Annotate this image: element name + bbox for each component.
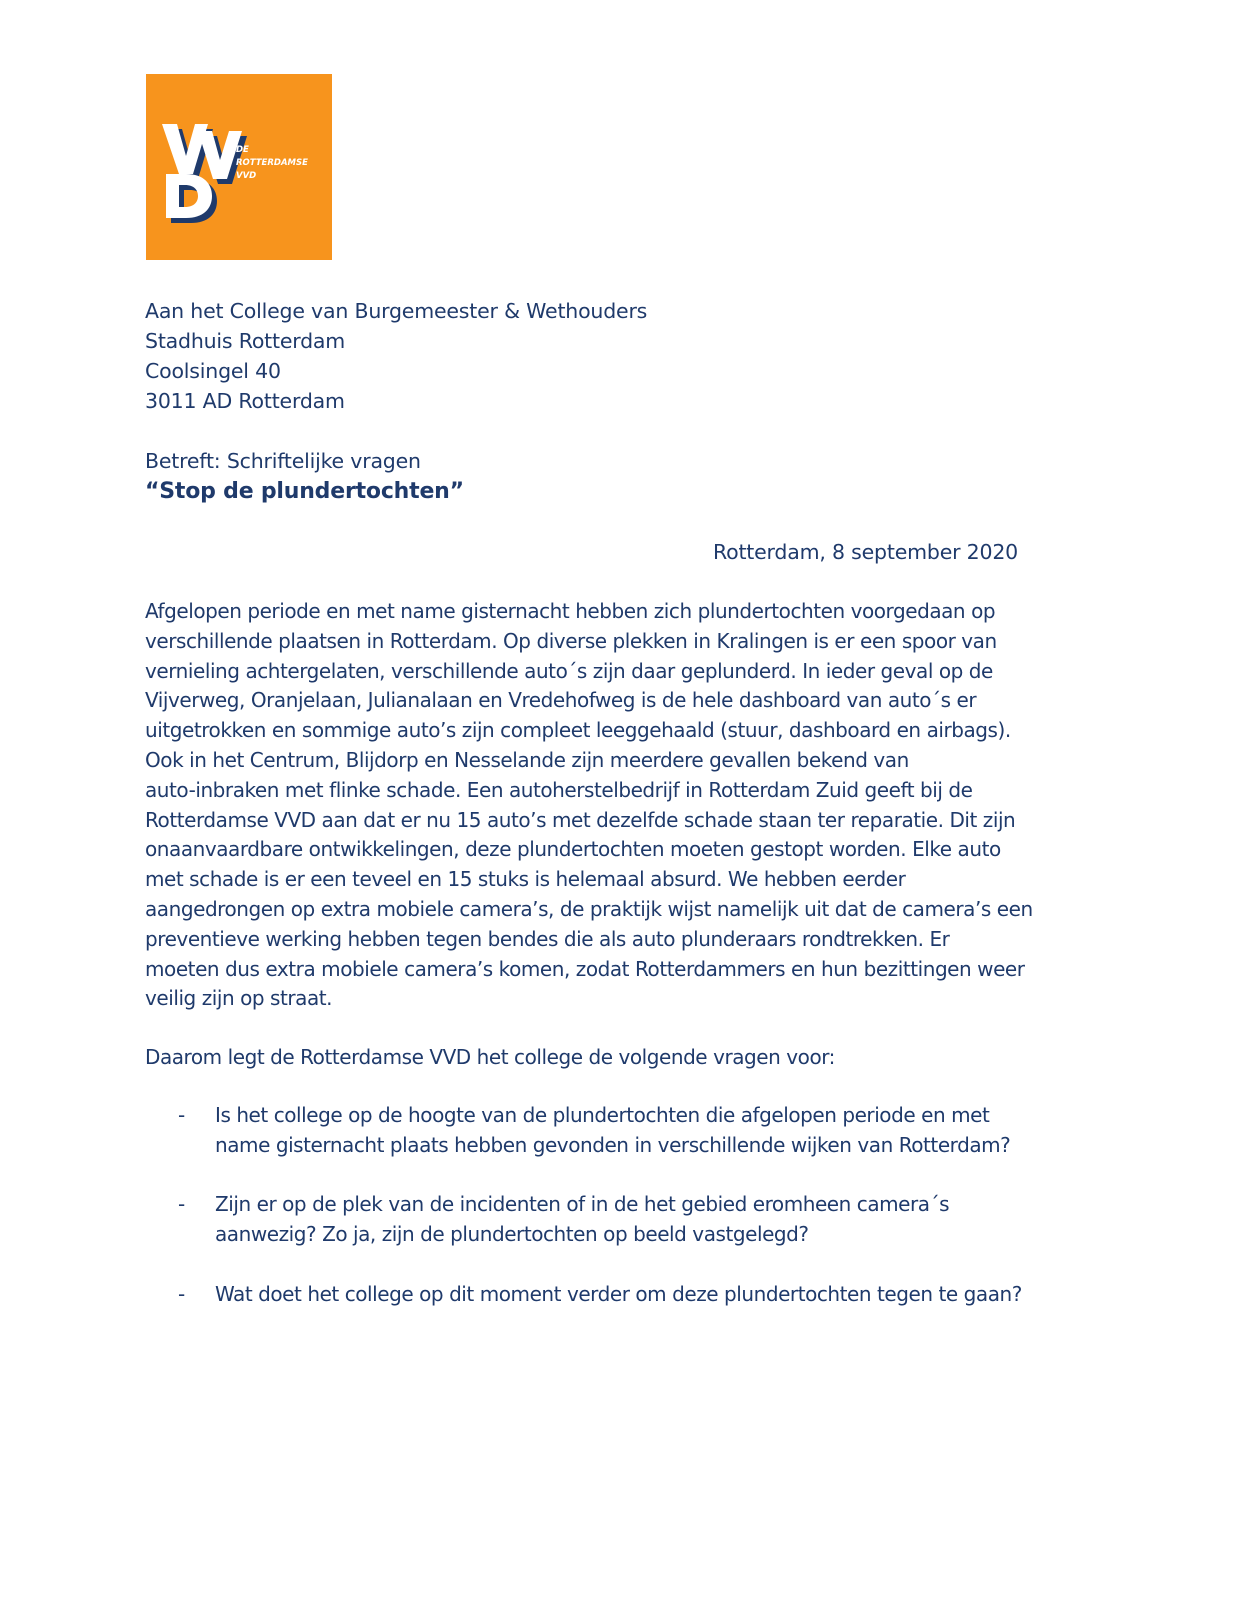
question-item [145,1190,1105,1250]
subject-label: Betreft: Schriftelijke vragen [145,449,421,473]
question-line: Wat doet het college op dit moment verder om deze plundertochten tegen te gaan? [215,1281,1022,1306]
question-line: name gisternacht plaats hebben gevonden in verschillende wijken van Rotterdam? [215,1132,1011,1157]
questions-intro: Daarom legt de Rotterdamse VVD het college de volgende vragen voor: [145,1045,835,1069]
body-line: Rotterdamse VVD aan dat er nu 15 auto’s met dezelfde schade staan ter reparatie. Dit zijn [145,807,1016,832]
body-line: veilig zijn op straat. [145,986,333,1011]
logo-text-rotterdamse: ROTTERDAMSE [236,158,308,168]
question-item [145,1280,1105,1310]
logo-text-vvd: VVD [236,171,257,181]
body-line: met schade is er een teveel en 15 stuks is helemaal absurd. We hebben eerder [145,867,906,892]
bullet-dash: - [178,1192,185,1217]
question-line: Zijn er op de plek van de incidenten of in de het gebied eromheen camera´s [215,1192,950,1217]
bullet-dash: - [178,1103,185,1127]
letter-date: Rotterdam, 8 september 2020 [713,540,1019,564]
body-paragraph [145,597,1105,1014]
body-line: auto-inbraken met flinke schade. Een autoherstelbedrijf in Rotterdam Zuid geeft bij de [145,777,973,802]
question-item [145,1101,1105,1161]
body-line: moeten dus extra mobiele camera’s komen, zodat Rotterdammers en hun bezittingen weer [145,956,1025,981]
addressee-line: Aan het College van Burgemeester & Wethouders [145,299,648,323]
addressee-line: Coolsingel 40 [145,359,281,383]
body-line: vernieling achtergelaten, verschillende auto´s zijn daar geplunderd. In ieder geval op de [145,658,993,683]
body-line: Ook in het Centrum, Blijdorp en Nesselande zijn meerdere gevallen bekend van [145,747,909,772]
questions-list [145,1101,1105,1339]
body-line: Vijverweg, Oranjelaan, Julianalaan en Vredehofweg is de hele dashboard van auto´s er [145,688,977,713]
body-line: uitgetrokken en sommige auto’s zijn compleet leeggehaald (stuur, dashboard en airbags). [145,718,1011,743]
subject-block [145,446,464,508]
vvd-logo [146,74,332,260]
bullet-dash: - [178,1281,185,1306]
body-line: preventieve werking hebben tegen bendes die als auto plunderaars rondtrekken. Er [145,926,950,951]
body-line: onaanvaardbare ontwikkelingen, deze plundertochten moeten gestopt worden. Elke auto [145,837,1001,862]
addressee-line: 3011 AD Rotterdam [145,389,345,413]
subject-title: “Stop de plundertochten” [145,479,464,504]
body-line: Afgelopen periode en met name gisternacht hebben zich plundertochten voorgedaan op [145,599,996,623]
question-line: Is het college op de hoogte van de plundertochten die afgelopen periode en met [215,1103,990,1127]
addressee-line: Stadhuis Rotterdam [145,329,346,353]
body-line: aangedrongen op extra mobiele camera’s, de praktijk wijst namelijk uit dat de camera’s een [145,896,1033,921]
question-line: aanwezig? Zo ja, zijn de plundertochten op beeld vastgelegd? [215,1222,809,1247]
body-line: verschillende plaatsen in Rotterdam. Op diverse plekken in Kralingen is er een spoor van [145,628,997,653]
vvd-logo-graphic [146,74,332,260]
logo-text-de: DE [236,145,249,155]
addressee-block [145,296,647,416]
